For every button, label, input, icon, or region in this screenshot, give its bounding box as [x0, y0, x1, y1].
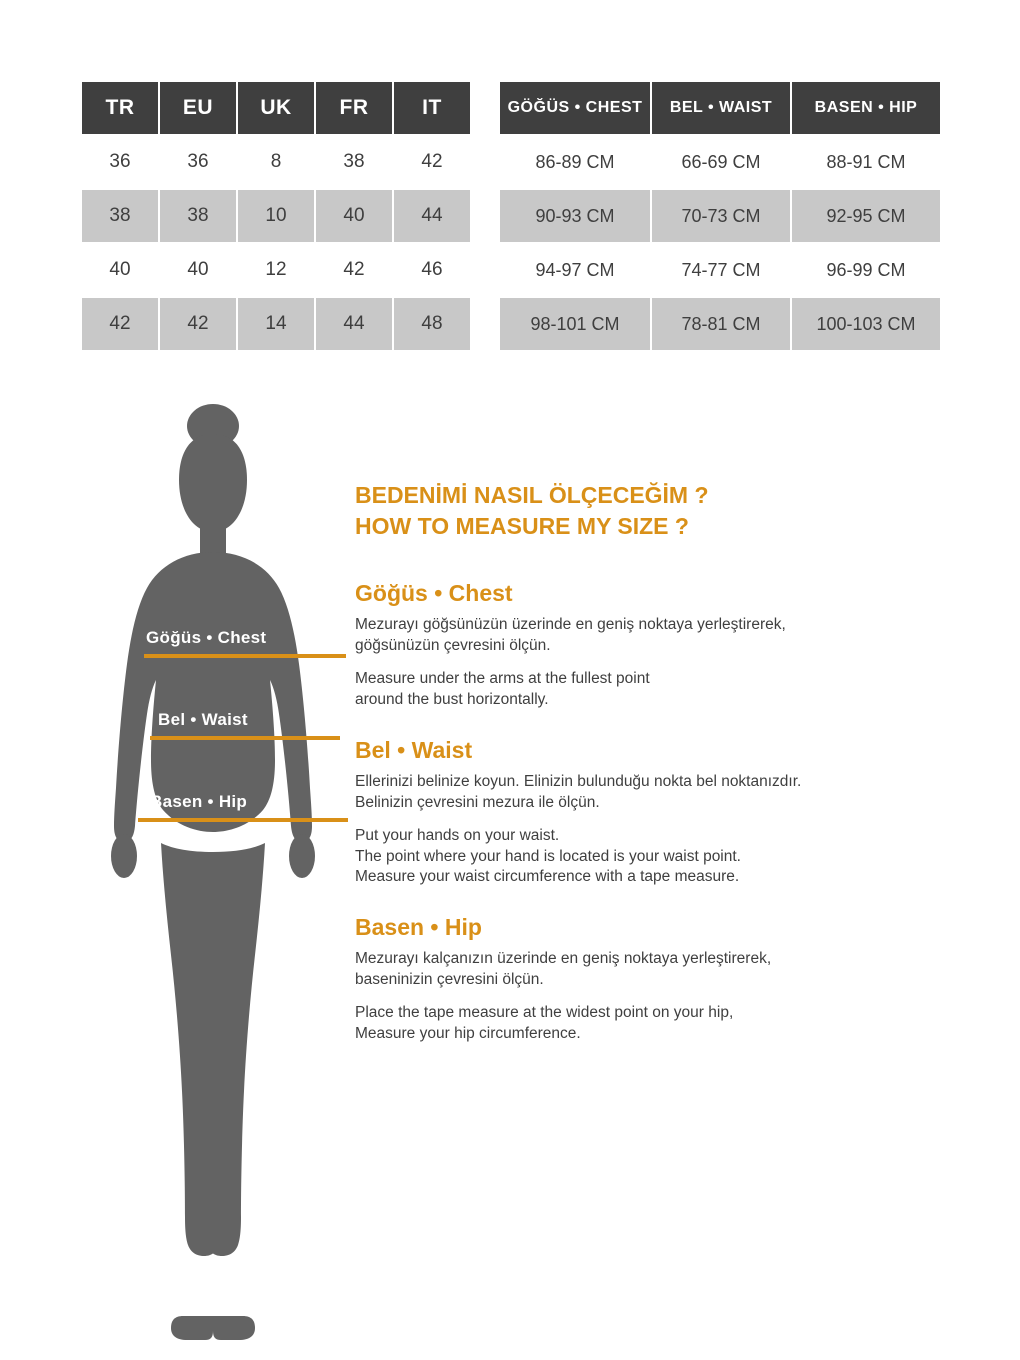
- section-waist-en: [355, 826, 975, 889]
- cell: 66-69 CM: [652, 136, 790, 188]
- text-line: göğsünüzün çevresini ölçün.: [355, 637, 551, 655]
- section-hip-en: [355, 1003, 975, 1045]
- section-chest-tr: [355, 615, 975, 657]
- cell: 48: [394, 298, 470, 350]
- column-header-chest: GÖĞÜS • CHEST: [500, 82, 650, 134]
- figure-line-hip: [138, 818, 348, 822]
- table-row: [500, 298, 940, 350]
- cell: 42: [394, 136, 470, 188]
- table-row: [82, 190, 470, 242]
- section-waist-tr: [355, 772, 975, 814]
- cell: 44: [394, 190, 470, 242]
- measurements-table: [498, 80, 942, 352]
- section-heading-waist: Bel • Waist: [355, 736, 473, 763]
- text-line: Mezurayı kalçanızın üzerinde en geniş noktaya yerleştirerek,: [355, 950, 772, 968]
- text-line: Mezurayı göğsünüzün üzerinde en geniş noktaya yerleştirerek,: [355, 616, 786, 634]
- table-row: [82, 136, 470, 188]
- cell: 42: [82, 298, 158, 350]
- cell: 94-97 CM: [500, 244, 650, 296]
- column-header-waist: BEL • WAIST: [652, 82, 790, 134]
- cell: 10: [238, 190, 314, 242]
- cell: 96-99 CM: [792, 244, 940, 296]
- cell: 90-93 CM: [500, 190, 650, 242]
- cell: 86-89 CM: [500, 136, 650, 188]
- body-silhouette: [88, 400, 338, 1340]
- text-line: Put your hands on your waist.: [355, 826, 560, 844]
- cell: 78-81 CM: [652, 298, 790, 350]
- cell: 42: [160, 298, 236, 350]
- table-header-row: [82, 82, 470, 134]
- cell: 42: [316, 244, 392, 296]
- cell: 38: [316, 136, 392, 188]
- page-title: [355, 480, 975, 542]
- cell: 14: [238, 298, 314, 350]
- table-row: [500, 244, 940, 296]
- table-row: [500, 190, 940, 242]
- female-body-icon: [88, 400, 338, 1340]
- text-line: Ellerinizi belinize koyun. Elinizin bulunduğu nokta bel noktanızdır.: [355, 772, 802, 790]
- instructions-panel: [355, 480, 975, 1071]
- text-line: The point where your hand is located is your waist point.: [355, 847, 741, 865]
- cell: 38: [82, 190, 158, 242]
- column-header-hip: BASEN • HIP: [792, 82, 940, 134]
- cell: 74-77 CM: [652, 244, 790, 296]
- section-heading-chest: Göğüs • Chest: [355, 580, 513, 607]
- cell: 36: [160, 136, 236, 188]
- text-line: Measure under the arms at the fullest point: [355, 669, 650, 687]
- page-title-en: HOW TO MEASURE MY SIZE ?: [355, 513, 689, 540]
- table-row: [500, 136, 940, 188]
- cell: 70-73 CM: [652, 190, 790, 242]
- section-chest: [355, 580, 975, 711]
- section-hip-tr: [355, 949, 975, 991]
- cell: 12: [238, 244, 314, 296]
- table-header-row: [500, 82, 940, 134]
- figure-label-hip: Basen • Hip: [150, 792, 248, 811]
- figure-line-chest: [144, 654, 346, 658]
- cell: 98-101 CM: [500, 298, 650, 350]
- column-header-fr: FR: [316, 82, 392, 134]
- text-line: baseninizin çevresini ölçün.: [355, 971, 544, 989]
- cell: 88-91 CM: [792, 136, 940, 188]
- column-header-tr: TR: [82, 82, 158, 134]
- cell: 8: [238, 136, 314, 188]
- text-line: Place the tape measure at the widest point on your hip,: [355, 1004, 734, 1022]
- measurements-table-block: [498, 80, 942, 352]
- cell: 92-95 CM: [792, 190, 940, 242]
- table-row: [82, 298, 470, 350]
- section-waist: [355, 737, 975, 889]
- text-line: Measure your waist circumference with a tape measure.: [355, 868, 740, 886]
- figure-label-waist: Bel • Waist: [158, 710, 248, 729]
- cell: 36: [82, 136, 158, 188]
- text-line: Belinizin çevresini mezura ile ölçün.: [355, 793, 600, 811]
- text-line: Measure your hip circumference.: [355, 1025, 581, 1043]
- cell: 40: [316, 190, 392, 242]
- section-hip: [355, 914, 975, 1045]
- section-chest-en: [355, 669, 975, 711]
- cell: 44: [316, 298, 392, 350]
- cell: 38: [160, 190, 236, 242]
- figure-label-chest: Göğüs • Chest: [146, 628, 267, 647]
- size-conversion-table: [80, 80, 472, 352]
- table-row: [82, 244, 470, 296]
- cell: 40: [160, 244, 236, 296]
- text-line: around the bust horizontally.: [355, 690, 549, 708]
- column-header-eu: EU: [160, 82, 236, 134]
- section-heading-hip: Basen • Hip: [355, 914, 482, 941]
- cell: 46: [394, 244, 470, 296]
- column-header-it: IT: [394, 82, 470, 134]
- cell: 100-103 CM: [792, 298, 940, 350]
- figure-line-waist: [150, 736, 340, 740]
- page-title-tr: BEDENİMİ NASIL ÖLÇECEĞİM ?: [355, 482, 709, 508]
- cell: 40: [82, 244, 158, 296]
- column-header-uk: UK: [238, 82, 314, 134]
- size-conversion-table-block: [80, 80, 472, 352]
